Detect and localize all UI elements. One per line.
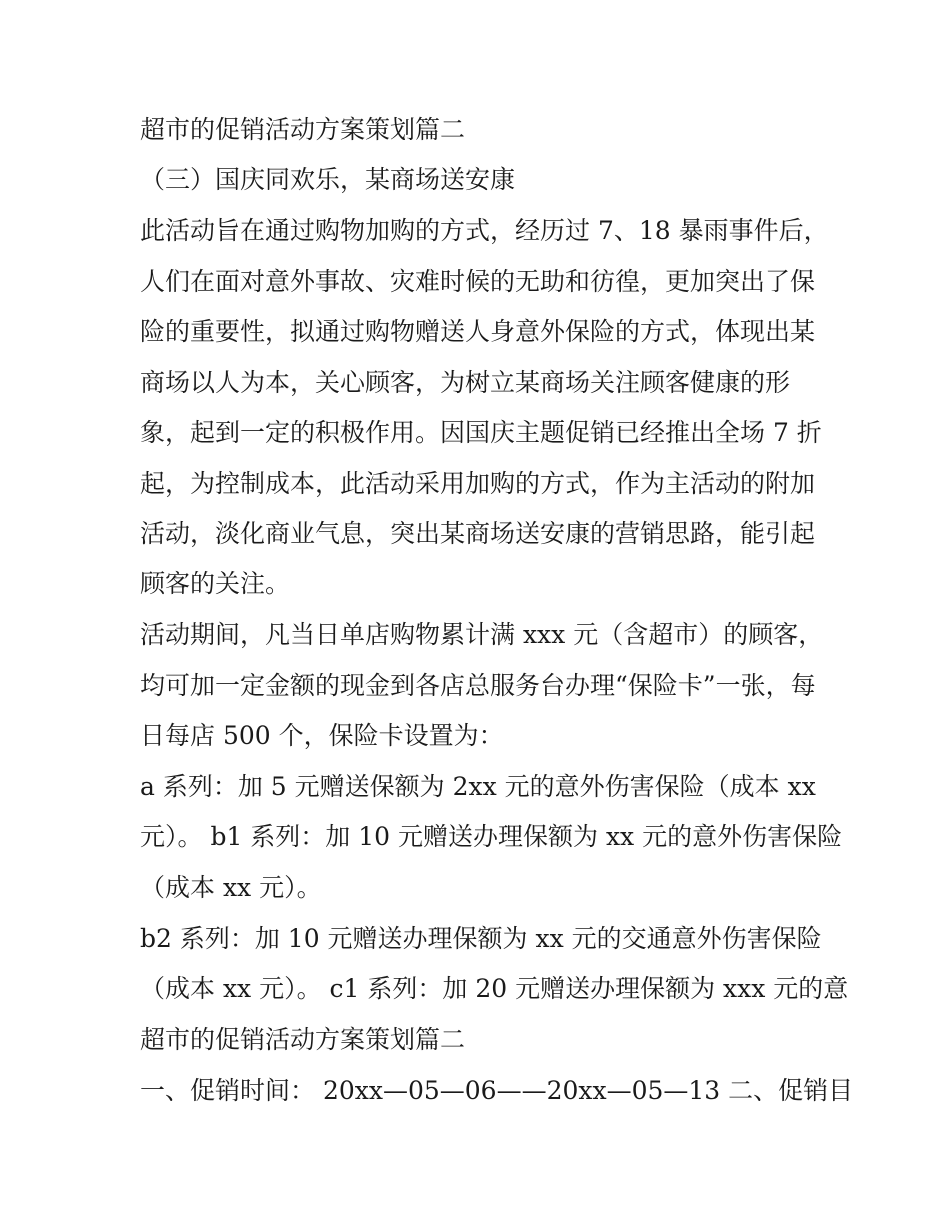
paragraph-line: 人们在面对意外事故、灾难时候的无助和彷徨，更加突出了保	[140, 267, 816, 296]
paragraph-line: 险的重要性，拟通过购物赠送人身意外保险的方式，体现出某	[140, 317, 816, 346]
paragraph-line: 此活动旨在通过购物加购的方式，经历过 7、18 暴雨事件后，	[140, 216, 829, 245]
paragraph-line: 日每店 500 个，保险卡设置为：	[140, 721, 504, 750]
section-title: 超市的促销活动方案策划篇二	[140, 115, 466, 144]
paragraph-line: 均可加一定金额的现金到各店总服务台办理“保险卡”一张，每	[140, 671, 816, 700]
paragraph-line: 象，起到一定的积极作用。因国庆主题促销已经推出全场 7 折	[140, 418, 822, 447]
paragraph-line: 活动，淡化商业气息，突出某商场送安康的营销思路，能引起	[140, 519, 816, 548]
paragraph-line: b2 系列：加 10 元赠送办理保额为 xx 元的交通意外伤害保险	[140, 924, 822, 953]
paragraph-line: 起，为控制成本，此活动采用加购的方式，作为主活动的附加	[140, 469, 816, 498]
subsection-heading: （三）国庆同欢乐，某商场送安康	[140, 165, 516, 194]
paragraph-line: 元）。 b1 系列：加 10 元赠送办理保额为 xx 元的意外伤害保险	[140, 822, 843, 851]
paragraph-line: 顾客的关注。	[140, 569, 291, 598]
section-title: 超市的促销活动方案策划篇二	[140, 1025, 466, 1054]
paragraph-line: 一、促销时间： 20xx—05—06——20xx—05—13 二、促销目	[140, 1076, 854, 1105]
paragraph-line: 商场以人为本，关心顾客，为树立某商场关注顾客健康的形	[140, 368, 791, 397]
paragraph-line: 活动期间，凡当日单店购物累计满 xxx 元（含超市）的顾客，	[140, 620, 824, 649]
paragraph-line: （成本 xx 元）。	[140, 873, 322, 902]
paragraph-line: （成本 xx 元）。 c1 系列：加 20 元赠送办理保额为 xxx 元的意	[140, 974, 849, 1003]
paragraph-line: a 系列：加 5 元赠送保额为 2xx 元的意外伤害保险（成本 xx	[140, 772, 816, 801]
